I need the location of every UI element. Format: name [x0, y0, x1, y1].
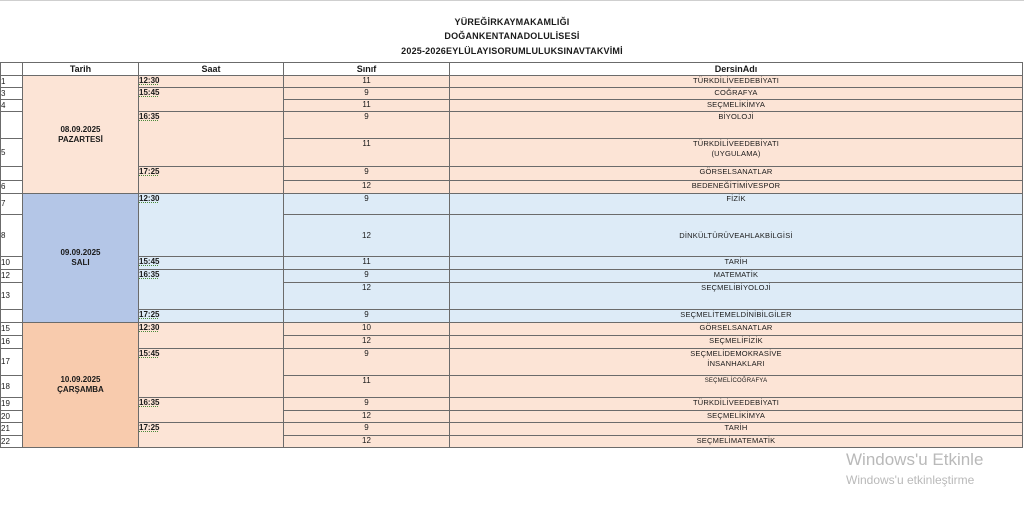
table-header-row: [1, 63, 1023, 76]
lesson-cell: SEÇMELİCOĞRAFYA: [450, 376, 1023, 398]
header-line-1: YÜREĞİRKAYMAKAMLIĞI: [454, 17, 570, 27]
table-row: [1, 76, 1023, 88]
time-cell: 12:30: [139, 323, 284, 349]
row-number: [1, 167, 23, 181]
row-number: 16: [1, 336, 23, 349]
row-number: 15: [1, 323, 23, 336]
lesson-cell: SEÇMELİKİMYA: [450, 100, 1023, 112]
time-cell: 15:45: [139, 349, 284, 398]
table-row: [1, 167, 1023, 181]
class-cell: 9: [284, 423, 450, 436]
col-header-no: [1, 63, 23, 76]
lesson-cell: TARİH: [450, 423, 1023, 436]
table-row: [1, 257, 1023, 270]
time-cell: 17:25: [139, 423, 284, 448]
row-number: [1, 310, 23, 323]
lesson-line-1: TÜRKDİLİVEEDEBİYATI: [692, 139, 780, 148]
time-cell: 15:45: [139, 257, 284, 270]
day-date: 10.09.2025: [60, 375, 101, 384]
time-cell: 17:25: [139, 167, 284, 194]
table-row: [1, 310, 1023, 323]
day-weekday: SALI: [71, 258, 90, 267]
lesson-line-1: SEÇMELİDEMOKRASİVE: [690, 349, 782, 358]
class-cell: 12: [284, 436, 450, 448]
table-row: [1, 112, 1023, 139]
class-cell: 11: [284, 76, 450, 88]
class-cell: 9: [284, 398, 450, 411]
lesson-cell: SEÇMELİMATEMATİK: [450, 436, 1023, 448]
row-number: 19: [1, 398, 23, 411]
day-cell-2: [23, 194, 139, 323]
day-weekday: PAZARTESİ: [58, 134, 103, 144]
class-cell: 12: [284, 336, 450, 349]
class-cell: 12: [284, 181, 450, 194]
table-row: [1, 398, 1023, 411]
class-cell: 12: [284, 283, 450, 310]
row-number: 10: [1, 257, 23, 270]
lesson-cell: GÖRSELSANATLAR: [450, 167, 1023, 181]
row-number: 8: [1, 215, 23, 257]
row-number: 17: [1, 349, 23, 376]
time-cell: 15:45: [139, 88, 284, 112]
class-cell: 9: [284, 112, 450, 139]
class-cell: 9: [284, 270, 450, 283]
class-cell: 9: [284, 349, 450, 376]
lesson-cell: TÜRKDİLİVEEDEBİYATI: [450, 76, 1023, 88]
row-number: 18: [1, 376, 23, 398]
time-cell: 17:25: [139, 310, 284, 323]
activate-windows-watermark-title: Windows'u Etkinle: [846, 450, 984, 469]
class-cell: 9: [284, 194, 450, 215]
class-cell: 9: [284, 310, 450, 323]
row-number: 12: [1, 270, 23, 283]
table-row: [1, 423, 1023, 436]
row-number: 4: [1, 100, 23, 112]
table-row: [1, 349, 1023, 376]
col-header-lesson: DersinAdı: [450, 63, 1023, 76]
lesson-cell: BEDENEĞİTİMİVESPOR: [450, 181, 1023, 194]
class-cell: 9: [284, 88, 450, 100]
top-border: [0, 0, 1024, 1]
lesson-line-2: (UYGULAMA): [711, 149, 761, 158]
class-cell: 12: [284, 215, 450, 257]
table-row: [1, 323, 1023, 336]
row-number: 6: [1, 181, 23, 194]
class-cell: 9: [284, 167, 450, 181]
time-cell: 12:30: [139, 76, 284, 88]
class-cell: 11: [284, 139, 450, 167]
table-row: [1, 270, 1023, 283]
time-cell: 12:30: [139, 194, 284, 257]
header-line-3: 2025-2026EYLÜLAYISORUMLULUKSINAVTAKVİMİ: [401, 46, 623, 56]
lesson-cell: SEÇMELİKİMYA: [450, 411, 1023, 423]
row-number: 21: [1, 423, 23, 436]
lesson-cell: MATEMATİK: [450, 270, 1023, 283]
lesson-cell: TÜRKDİLİVEEDEBİYATI: [450, 398, 1023, 411]
header-line-2: DOĞANKENTANADOLULİSESİ: [444, 31, 580, 41]
lesson-cell: [450, 139, 1023, 167]
time-cell: 16:35: [139, 398, 284, 423]
lesson-cell: BİYOLOJİ: [450, 112, 1023, 139]
class-cell: 11: [284, 376, 450, 398]
day-cell-3: [23, 323, 139, 448]
activate-windows-watermark-subtitle: Windows'u etkinleştirme: [846, 473, 975, 487]
lesson-cell: COĞRAFYA: [450, 88, 1023, 100]
row-number: 22: [1, 436, 23, 448]
col-header-class: Sınıf: [284, 63, 450, 76]
lesson-line-2: İNSANHAKLARI: [707, 359, 765, 368]
day-date: 08.09.2025: [60, 124, 101, 134]
class-cell: 10: [284, 323, 450, 336]
row-number: 3: [1, 88, 23, 100]
day-weekday: ÇARŞAMBA: [57, 385, 104, 394]
table-row: [1, 88, 1023, 100]
schedule-table: [0, 62, 1023, 448]
class-cell: 12: [284, 411, 450, 423]
lesson-cell: DİNKÜLTÜRÜVEAHLAKBİLGİSİ: [450, 215, 1023, 257]
row-number: 7: [1, 194, 23, 215]
class-cell: 11: [284, 100, 450, 112]
day-cell-1: [23, 76, 139, 194]
lesson-cell: SEÇMELİFİZİK: [450, 336, 1023, 349]
col-header-date: Tarih: [23, 63, 139, 76]
day-date: 09.09.2025: [60, 248, 101, 257]
lesson-cell: TARİH: [450, 257, 1023, 270]
row-number: 5: [1, 139, 23, 167]
class-cell: 11: [284, 257, 450, 270]
lesson-cell: GÖRSELSANATLAR: [450, 323, 1023, 336]
lesson-cell: FİZİK: [450, 194, 1023, 215]
table-row: [1, 194, 1023, 215]
time-cell: 16:35: [139, 112, 284, 167]
time-cell: 16:35: [139, 270, 284, 310]
lesson-cell: SEÇMELİBİYOLOJİ: [450, 283, 1023, 310]
lesson-cell: [450, 349, 1023, 376]
row-number: 20: [1, 411, 23, 423]
row-number: 1: [1, 76, 23, 88]
col-header-time: Saat: [139, 63, 284, 76]
row-number: [1, 112, 23, 139]
lesson-cell: SEÇMELİTEMELDİNİBİLGİLER: [450, 310, 1023, 323]
row-number: 13: [1, 283, 23, 310]
